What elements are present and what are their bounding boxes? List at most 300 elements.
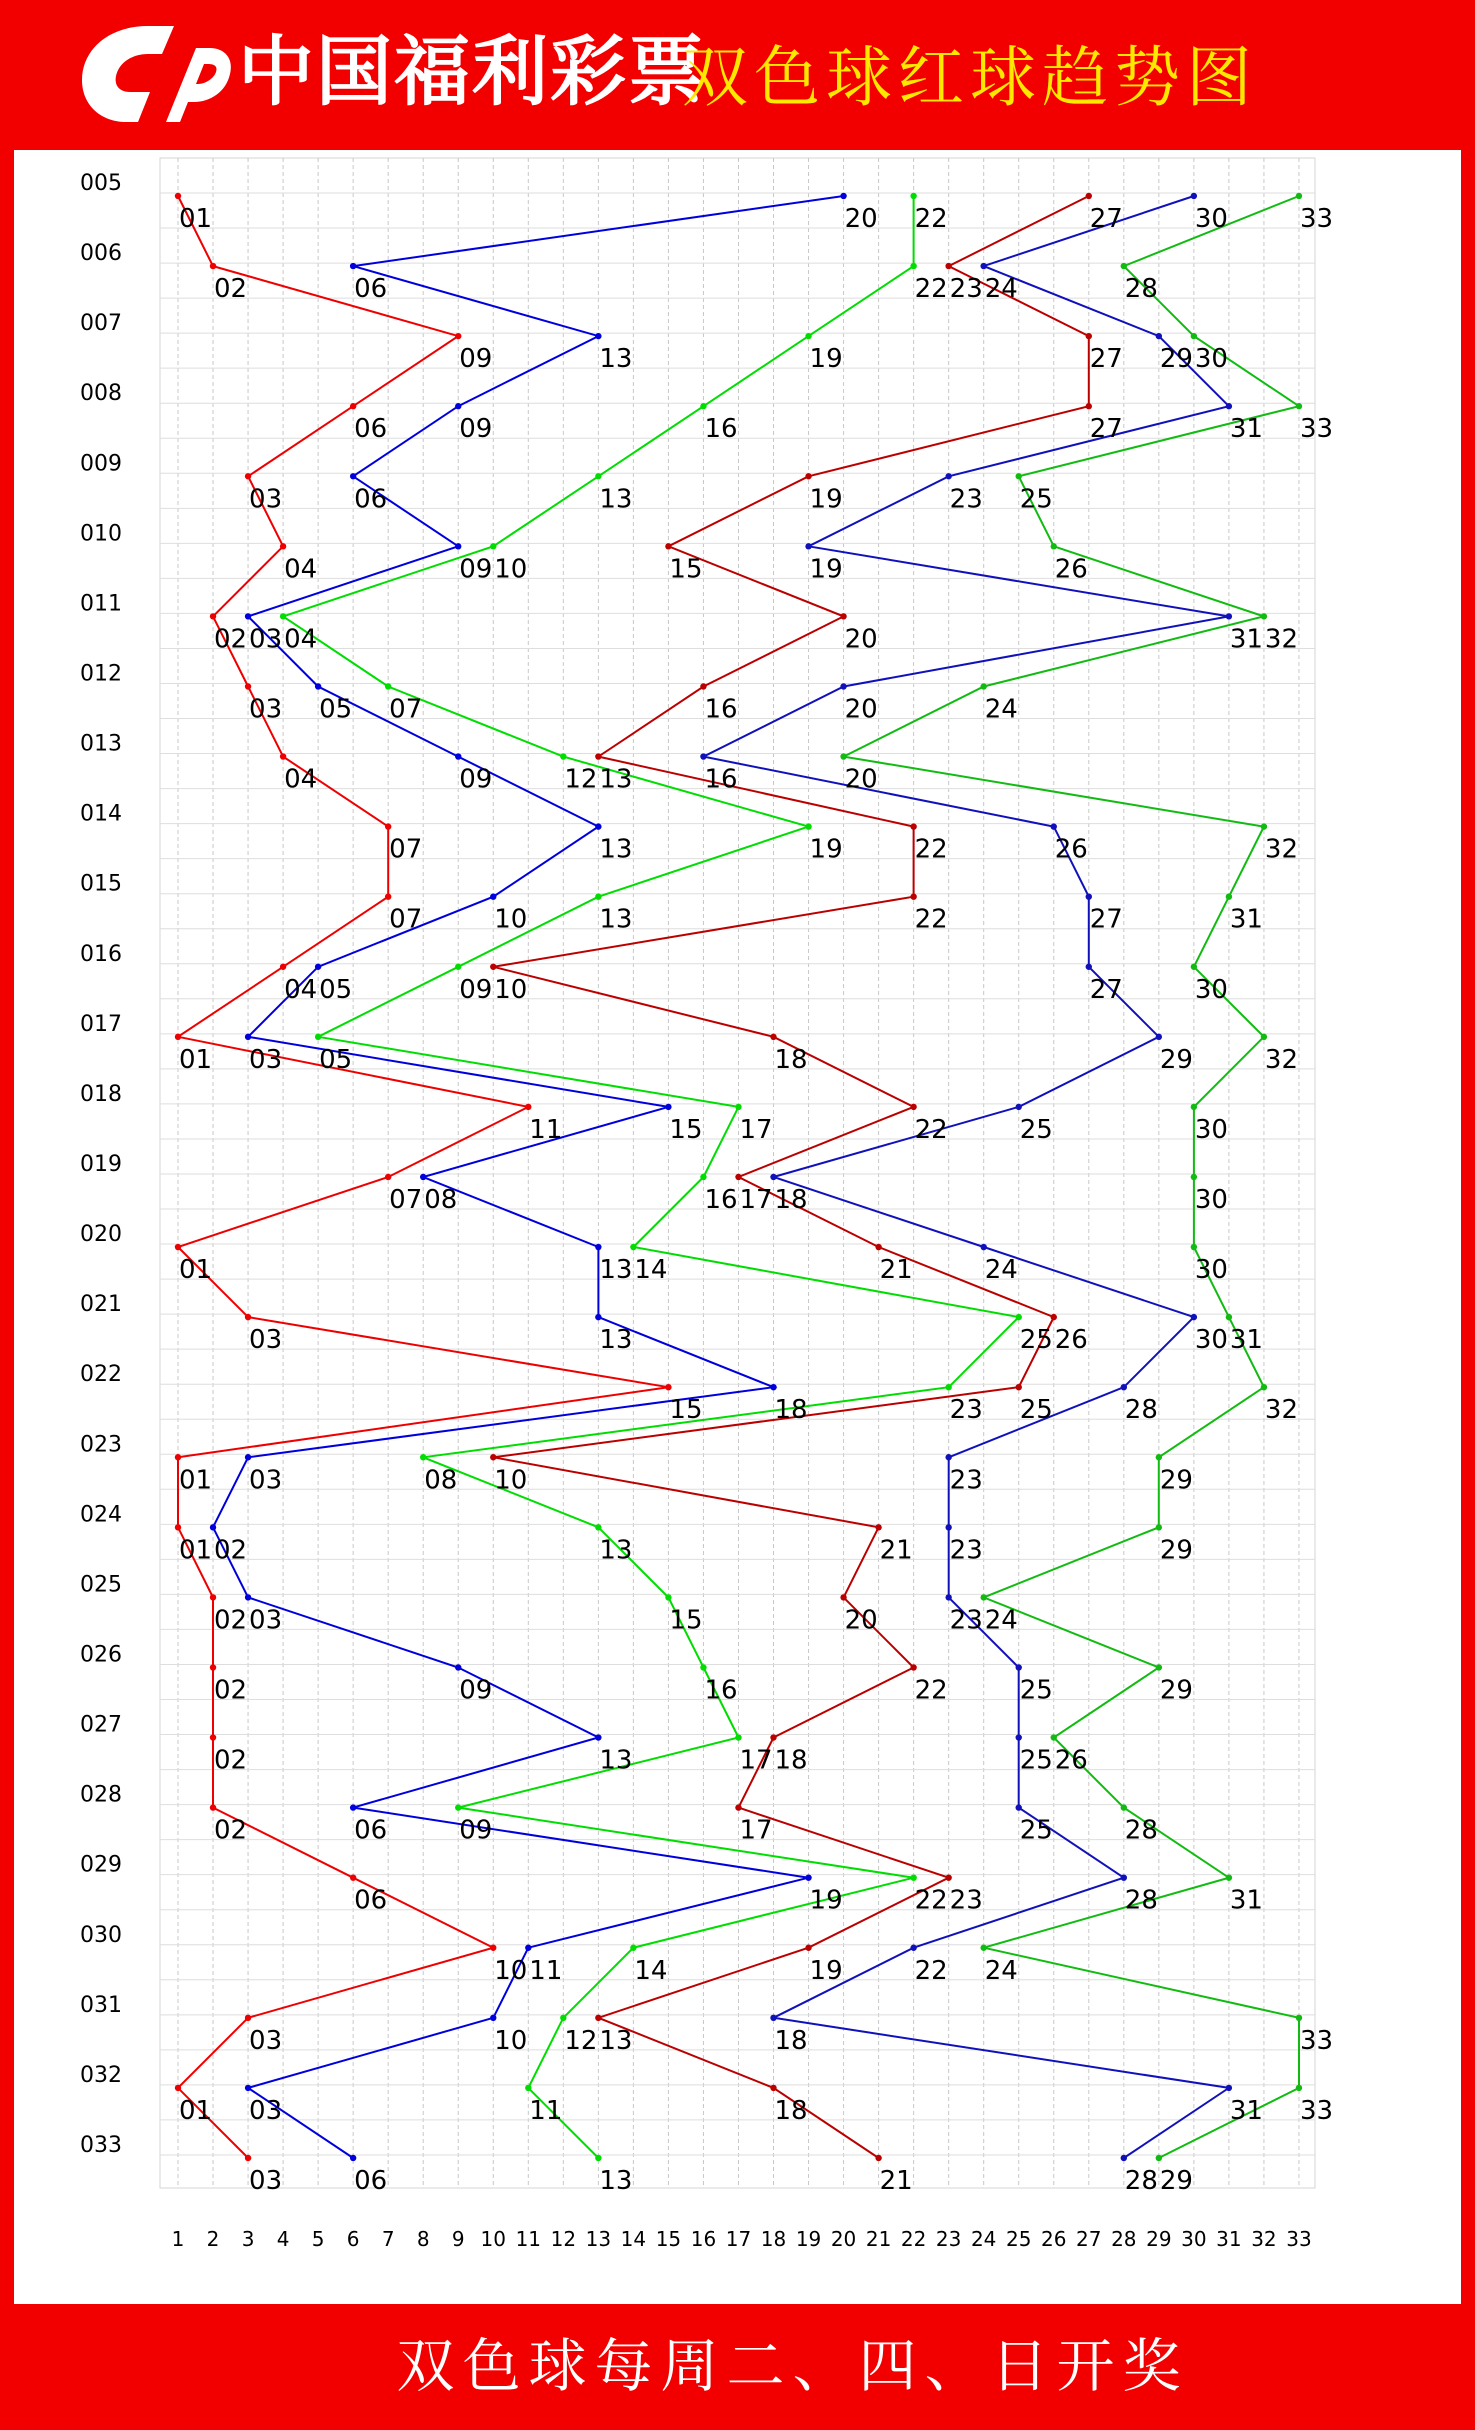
data-point xyxy=(1156,1454,1162,1460)
data-point xyxy=(560,2015,566,2021)
x-tick-label: 1 xyxy=(171,2227,185,2251)
number-label: 13 xyxy=(599,1325,633,1356)
data-point xyxy=(700,683,706,689)
data-point xyxy=(665,1104,671,1110)
period-label: 016 xyxy=(80,941,122,967)
number-label: 09 xyxy=(459,344,493,375)
number-label: 13 xyxy=(599,2025,633,2056)
data-point xyxy=(595,473,601,479)
data-point xyxy=(1121,263,1127,269)
data-point xyxy=(595,753,601,759)
number-label: 11 xyxy=(529,1955,563,1986)
data-point xyxy=(455,753,461,759)
data-point xyxy=(420,1174,426,1180)
number-label: 32 xyxy=(1264,1395,1299,1426)
number-label: 09 xyxy=(459,974,493,1005)
number-label: 32 xyxy=(1264,834,1299,865)
number-label: 04 xyxy=(284,624,318,655)
data-point xyxy=(210,1664,216,1670)
number-label: 14 xyxy=(634,1955,668,1986)
data-point xyxy=(1261,1384,1267,1390)
data-point xyxy=(350,263,356,269)
data-point xyxy=(490,1945,496,1951)
data-point xyxy=(980,1594,986,1600)
brand-name: 中国福利彩票 xyxy=(238,27,706,116)
data-point xyxy=(595,2155,601,2161)
data-point xyxy=(945,1874,951,1880)
data-point xyxy=(1226,403,1232,409)
number-label: 03 xyxy=(249,2165,283,2196)
data-point xyxy=(700,1174,706,1180)
number-label: 15 xyxy=(669,1395,703,1426)
data-point xyxy=(245,1034,251,1040)
number-label: 29 xyxy=(1159,1675,1193,1706)
number-label: 23 xyxy=(949,1605,983,1636)
data-point xyxy=(1086,193,1092,199)
number-label: 32 xyxy=(1264,1044,1299,1075)
x-tick-label: 25 xyxy=(1005,2227,1032,2251)
period-label: 015 xyxy=(80,871,122,897)
number-label: 31 xyxy=(1229,904,1263,935)
period-label: 013 xyxy=(80,731,122,757)
number-label: 21 xyxy=(879,1255,913,1286)
x-tick-label: 5 xyxy=(311,2227,325,2251)
number-label: 20 xyxy=(844,764,878,795)
data-point xyxy=(350,2155,356,2161)
number-label: 26 xyxy=(1054,1745,1088,1776)
data-point xyxy=(735,1734,741,1740)
data-point xyxy=(560,753,566,759)
number-label: 13 xyxy=(599,1745,633,1776)
number-label: 23 xyxy=(949,274,983,305)
number-label: 09 xyxy=(459,764,493,795)
number-label: 15 xyxy=(669,1114,703,1145)
x-tick-label: 18 xyxy=(760,2227,787,2251)
number-label: 18 xyxy=(774,2025,808,2056)
data-point xyxy=(805,473,811,479)
number-label: 03 xyxy=(249,1044,283,1075)
number-label: 02 xyxy=(214,1675,248,1706)
number-label: 04 xyxy=(284,974,318,1005)
data-point xyxy=(700,753,706,759)
period-label: 032 xyxy=(80,2062,122,2088)
period-label: 020 xyxy=(80,1222,122,1248)
data-point xyxy=(1016,1384,1022,1390)
x-tick-label: 23 xyxy=(935,2227,962,2251)
number-label: 32 xyxy=(1264,624,1299,655)
number-label: 19 xyxy=(809,554,843,585)
data-point xyxy=(1296,193,1302,199)
number-label: 10 xyxy=(494,1955,528,1986)
data-point xyxy=(245,473,251,479)
x-tick-label: 2 xyxy=(206,2227,220,2251)
number-label: 23 xyxy=(949,1465,983,1496)
data-point xyxy=(910,193,916,199)
number-label: 27 xyxy=(1089,414,1123,445)
number-label: 07 xyxy=(389,1184,423,1215)
number-label: 24 xyxy=(984,1605,1018,1636)
data-point xyxy=(385,1174,391,1180)
data-point xyxy=(945,1594,951,1600)
period-label: 031 xyxy=(80,1992,122,2018)
number-label: 01 xyxy=(179,1465,213,1496)
number-label: 02 xyxy=(214,1605,248,1636)
data-point xyxy=(945,473,951,479)
data-point xyxy=(210,1524,216,1530)
number-label: 23 xyxy=(949,1885,983,1916)
data-point xyxy=(805,543,811,549)
number-label: 22 xyxy=(914,204,948,234)
number-label: 30 xyxy=(1194,1184,1228,1215)
number-label: 12 xyxy=(564,2025,598,2056)
period-label: 024 xyxy=(80,1502,122,1528)
data-point xyxy=(665,543,671,549)
number-label: 06 xyxy=(354,2165,388,2196)
number-label: 02 xyxy=(214,274,248,305)
data-point xyxy=(1086,333,1092,339)
data-point xyxy=(1156,333,1162,339)
x-tick-label: 31 xyxy=(1216,2227,1242,2251)
data-point xyxy=(455,543,461,549)
data-point xyxy=(1261,1034,1267,1040)
number-label: 28 xyxy=(1124,1885,1158,1916)
number-label: 30 xyxy=(1194,1255,1228,1286)
number-label: 16 xyxy=(704,694,738,725)
data-point xyxy=(1191,964,1197,970)
period-label: 019 xyxy=(80,1151,122,1177)
number-label: 08 xyxy=(424,1465,458,1496)
number-label: 18 xyxy=(774,1395,808,1426)
number-label: 18 xyxy=(774,1044,808,1075)
number-label: 03 xyxy=(249,2095,283,2126)
number-label: 03 xyxy=(249,624,283,655)
data-point xyxy=(770,1384,776,1390)
period-label: 026 xyxy=(80,1642,122,1668)
period-label: 029 xyxy=(80,1852,122,1878)
data-point xyxy=(595,1734,601,1740)
number-label: 19 xyxy=(809,1885,843,1916)
number-label: 22 xyxy=(914,1955,948,1986)
number-label: 28 xyxy=(1124,274,1158,305)
number-label: 27 xyxy=(1089,974,1123,1005)
number-label: 24 xyxy=(984,1255,1018,1286)
number-label: 18 xyxy=(774,1745,808,1776)
number-label: 01 xyxy=(179,1255,213,1286)
x-tick-label: 30 xyxy=(1181,2227,1207,2251)
number-label: 15 xyxy=(669,554,703,585)
x-tick-label: 8 xyxy=(416,2227,430,2251)
data-point xyxy=(1296,403,1302,409)
period-label: 009 xyxy=(80,451,122,477)
x-tick-label: 17 xyxy=(725,2227,752,2251)
number-label: 06 xyxy=(354,484,388,515)
number-label: 01 xyxy=(179,2095,213,2126)
number-label: 10 xyxy=(494,974,528,1005)
data-point xyxy=(980,263,986,269)
number-label: 20 xyxy=(844,204,878,234)
number-label: 16 xyxy=(704,1184,738,1215)
number-label: 04 xyxy=(284,764,318,795)
data-point xyxy=(840,1594,846,1600)
number-label: 26 xyxy=(1054,554,1088,585)
x-tick-label: 13 xyxy=(585,2227,612,2251)
data-point xyxy=(665,1384,671,1390)
number-label: 21 xyxy=(879,2165,913,2196)
number-label: 24 xyxy=(984,274,1018,305)
data-point xyxy=(175,193,181,199)
data-point xyxy=(770,1034,776,1040)
data-point xyxy=(1016,1104,1022,1110)
data-point xyxy=(595,1524,601,1530)
number-label: 30 xyxy=(1194,204,1228,234)
period-label: 028 xyxy=(80,1782,122,1808)
data-point xyxy=(315,964,321,970)
data-point xyxy=(490,543,496,549)
period-label: 007 xyxy=(80,311,122,337)
number-label: 09 xyxy=(459,1815,493,1846)
data-point xyxy=(175,1454,181,1460)
number-label: 08 xyxy=(424,1184,458,1215)
data-point xyxy=(1051,1314,1057,1320)
number-label: 03 xyxy=(249,2025,283,2056)
data-point xyxy=(910,823,916,829)
data-point xyxy=(385,894,391,900)
data-point xyxy=(595,1244,601,1250)
number-label: 02 xyxy=(214,1815,248,1846)
data-point xyxy=(595,1314,601,1320)
period-label: 006 xyxy=(80,241,122,267)
data-point xyxy=(805,1874,811,1880)
number-label: 11 xyxy=(529,1114,563,1145)
number-label: 22 xyxy=(914,274,948,305)
data-point xyxy=(1226,2085,1232,2091)
number-label: 02 xyxy=(214,624,248,655)
data-point xyxy=(455,403,461,409)
data-point xyxy=(1191,1244,1197,1250)
number-label: 29 xyxy=(1159,344,1193,375)
period-label: 005 xyxy=(80,171,122,196)
data-point xyxy=(210,613,216,619)
x-tick-label: 33 xyxy=(1286,2227,1312,2251)
data-point xyxy=(245,2155,251,2161)
data-point xyxy=(770,1174,776,1180)
number-label: 17 xyxy=(739,1745,773,1776)
plot-area xyxy=(160,158,1315,2188)
data-point xyxy=(840,193,846,199)
number-label: 33 xyxy=(1299,204,1334,234)
x-tick-label: 9 xyxy=(451,2227,465,2251)
data-point xyxy=(595,2015,601,2021)
data-point xyxy=(1296,2085,1302,2091)
x-tick-label: 4 xyxy=(276,2227,290,2251)
number-label: 25 xyxy=(1019,484,1053,515)
number-label: 03 xyxy=(249,1605,283,1636)
data-point xyxy=(1191,1314,1197,1320)
number-label: 03 xyxy=(249,484,283,515)
number-label: 06 xyxy=(354,1815,388,1846)
number-label: 33 xyxy=(1299,2095,1334,2126)
data-point xyxy=(210,263,216,269)
number-label: 20 xyxy=(844,1605,878,1636)
number-label: 14 xyxy=(634,1255,668,1286)
data-point xyxy=(1296,2015,1302,2021)
number-label: 33 xyxy=(1299,2025,1334,2056)
data-point xyxy=(175,2085,181,2091)
data-point xyxy=(490,2015,496,2021)
data-point xyxy=(245,1594,251,1600)
data-point xyxy=(490,894,496,900)
data-point xyxy=(700,403,706,409)
number-label: 13 xyxy=(599,484,633,515)
number-label: 20 xyxy=(844,694,878,725)
data-point xyxy=(980,1945,986,1951)
data-point xyxy=(595,823,601,829)
number-label: 16 xyxy=(704,764,738,795)
data-point xyxy=(525,2085,531,2091)
x-tick-label: 29 xyxy=(1146,2227,1172,2251)
number-label: 24 xyxy=(984,694,1018,725)
number-label: 31 xyxy=(1229,624,1263,655)
number-label: 31 xyxy=(1229,2095,1263,2126)
data-point xyxy=(490,1454,496,1460)
data-point xyxy=(210,1594,216,1600)
data-point xyxy=(1191,193,1197,199)
number-label: 05 xyxy=(319,1044,353,1075)
number-label: 13 xyxy=(599,344,633,375)
data-point xyxy=(1086,403,1092,409)
number-label: 31 xyxy=(1229,1885,1263,1916)
data-point xyxy=(525,1945,531,1951)
number-label: 25 xyxy=(1019,1395,1053,1426)
number-label: 03 xyxy=(249,694,283,725)
page-title: 双色球红球趋势图 xyxy=(682,39,1258,116)
number-label: 22 xyxy=(914,834,948,865)
number-label: 19 xyxy=(809,484,843,515)
number-label: 06 xyxy=(354,1885,388,1916)
number-label: 09 xyxy=(459,414,493,445)
data-point xyxy=(735,1174,741,1180)
data-point xyxy=(910,1664,916,1670)
number-label: 25 xyxy=(1019,1745,1053,1776)
number-label: 13 xyxy=(599,764,633,795)
data-point xyxy=(490,964,496,970)
period-label: 033 xyxy=(80,2132,122,2158)
data-point xyxy=(175,1524,181,1530)
data-point xyxy=(1156,1034,1162,1040)
number-label: 10 xyxy=(494,904,528,935)
data-point xyxy=(315,1034,321,1040)
data-point xyxy=(1226,1874,1232,1880)
data-point xyxy=(350,1874,356,1880)
number-label: 13 xyxy=(599,904,633,935)
number-label: 12 xyxy=(564,764,598,795)
x-tick-label: 27 xyxy=(1076,2227,1102,2251)
x-tick-label: 11 xyxy=(515,2227,542,2251)
x-tick-label: 10 xyxy=(480,2227,506,2251)
data-point xyxy=(735,1804,741,1810)
data-point xyxy=(280,543,286,549)
data-point xyxy=(1191,1174,1197,1180)
number-label: 10 xyxy=(494,554,528,585)
x-tick-label: 32 xyxy=(1251,2227,1277,2251)
period-label: 025 xyxy=(80,1572,122,1598)
draw-schedule: 双色球每周二、四、日开奖 xyxy=(396,2332,1189,2400)
data-point xyxy=(875,1524,881,1530)
data-point xyxy=(770,2085,776,2091)
number-label: 29 xyxy=(1159,1044,1193,1075)
data-point xyxy=(910,1874,916,1880)
period-label: 014 xyxy=(80,801,122,827)
number-label: 20 xyxy=(844,624,878,655)
number-label: 28 xyxy=(1124,2165,1158,2196)
number-label: 30 xyxy=(1194,1325,1228,1356)
data-point xyxy=(945,263,951,269)
x-tick-label: 28 xyxy=(1111,2227,1137,2251)
data-point xyxy=(385,683,391,689)
period-label: 008 xyxy=(80,381,122,407)
data-point xyxy=(315,683,321,689)
data-point xyxy=(455,1804,461,1810)
data-point xyxy=(175,1244,181,1250)
number-label: 28 xyxy=(1124,1815,1158,1846)
x-tick-label: 12 xyxy=(550,2227,577,2251)
number-label: 05 xyxy=(319,974,353,1005)
data-point xyxy=(245,2015,251,2021)
number-label: 31 xyxy=(1229,1325,1263,1356)
period-label: 027 xyxy=(80,1712,122,1738)
data-point xyxy=(630,1945,636,1951)
data-point xyxy=(840,613,846,619)
number-label: 07 xyxy=(389,904,423,935)
data-point xyxy=(980,1244,986,1250)
number-label: 01 xyxy=(179,1535,213,1566)
period-label: 012 xyxy=(80,661,122,687)
data-point xyxy=(945,1454,951,1460)
number-label: 10 xyxy=(494,1465,528,1496)
data-point xyxy=(1086,894,1092,900)
data-point xyxy=(175,1034,181,1040)
data-point xyxy=(1121,1384,1127,1390)
x-tick-label: 22 xyxy=(900,2227,927,2251)
x-tick-label: 7 xyxy=(381,2227,395,2251)
number-label: 24 xyxy=(984,1955,1018,1986)
number-label: 16 xyxy=(704,1675,738,1706)
number-label: 30 xyxy=(1194,1114,1228,1145)
data-point xyxy=(1156,1664,1162,1670)
data-point xyxy=(1016,473,1022,479)
data-point xyxy=(1261,613,1267,619)
number-label: 13 xyxy=(599,1255,633,1286)
number-label: 17 xyxy=(739,1815,773,1846)
data-point xyxy=(805,823,811,829)
data-point xyxy=(980,683,986,689)
number-label: 29 xyxy=(1159,1465,1193,1496)
number-label: 05 xyxy=(319,694,353,725)
data-point xyxy=(1156,2155,1162,2161)
number-label: 30 xyxy=(1194,974,1228,1005)
data-point xyxy=(1086,964,1092,970)
number-label: 07 xyxy=(389,834,423,865)
x-tick-label: 24 xyxy=(970,2227,997,2251)
data-point xyxy=(595,333,601,339)
number-label: 06 xyxy=(354,274,388,305)
data-point xyxy=(1156,1524,1162,1530)
data-point xyxy=(840,683,846,689)
data-point xyxy=(420,1454,426,1460)
data-point xyxy=(245,1314,251,1320)
data-point xyxy=(1226,1314,1232,1320)
number-label: 22 xyxy=(914,904,948,935)
